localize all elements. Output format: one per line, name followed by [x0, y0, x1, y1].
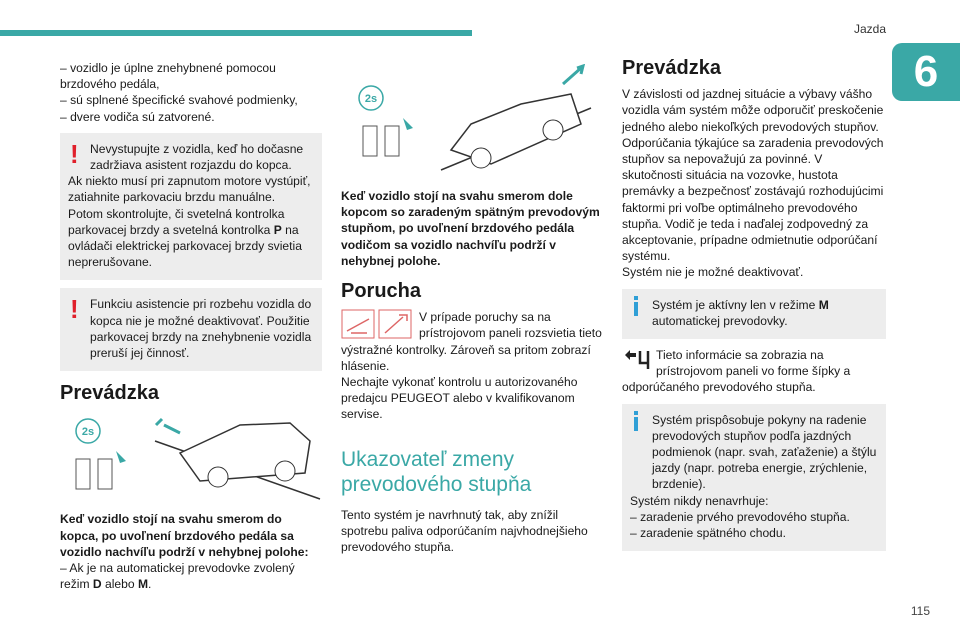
gear-intro-text: Tento systém je navrhnutý tak, aby znížil spotrebu paliva odporúčaním najvhodnejšieho prevodového stupňa. — [341, 507, 588, 555]
heading-operation: Prevádzka — [60, 382, 159, 405]
paragraph: V závislosti od jazdnej situácie a výbavy vášho vozidla vám systém môže odporučiť preskočenie jedného alebo niekoľkých prevodových stupňov. — [622, 87, 884, 134]
section-title: Jazda — [853, 22, 886, 36]
timer-badge: 2s — [81, 426, 95, 439]
hill-assist-fault-icon — [342, 310, 374, 338]
paragraph: Systém nie je možné deaktivovať. — [622, 265, 804, 280]
warning-text: Funkciu asistencie pri rozbehu vozidla do kopca nie je možné deaktivovať. Použitie parkovacej brzdy na znehybnenie vozidla preruší jej činnosť. — [90, 297, 312, 361]
heading-operation: Prevádzka — [622, 57, 721, 79]
page-number: 115 — [910, 604, 930, 618]
info-icon — [634, 296, 637, 314]
info-text: – zaradenie spätného chodu. — [630, 526, 786, 541]
condition-line: – dvere vodiča sú zatvorené. — [60, 109, 215, 124]
warning-box — [60, 288, 322, 371]
heading-gear-indicator: Ukazovateľ zmeny prevodového stupňa — [341, 447, 532, 496]
condition-line: – vozidlo je úplne znehybnené pomocou brzdového pedála, — [60, 61, 276, 92]
timer-badge: 2s — [364, 93, 378, 105]
info-text: Systém nikdy nenavrhuje: — [630, 493, 769, 508]
column-2 — [341, 60, 603, 555]
fault-section — [341, 309, 603, 422]
gear-shift-indicator-icon — [622, 347, 650, 373]
column-1 — [60, 60, 322, 592]
condition-line: – sú splnené špecifické svahové podmienky, — [60, 93, 298, 108]
fault-text: Nechajte vykonať kontrolu u autorizovaného predajcu PEUGEOT alebo v kvalifikovanom servise. — [341, 375, 578, 422]
uphill-caption: Keď vozidlo stojí na svahu smerom do kopca, po uvoľnení brzdového pedála sa vozidlo nachvíľu podrží v nehybnej polohe: — [60, 512, 309, 559]
top-accent-bar — [0, 30, 472, 36]
uphill-illustration — [60, 411, 322, 503]
gear-info-text: Tieto informácie sa zobrazia na prístrojovom paneli vo forme šípky a odporúčaného prevodového stupňa. — [622, 348, 851, 395]
downhill-car-icon — [341, 64, 603, 176]
info-text: – zaradenie prvého prevodového stupňa. — [630, 509, 850, 524]
warning-icon: ! — [70, 294, 79, 325]
fault-text: V prípade poruchy sa na prístrojovom paneli rozsvietia tieto výstražné kontrolky. Zároveň sa pritom zobrazí hlásenie. — [341, 310, 602, 373]
fault-warning-icons — [341, 309, 413, 341]
info-box — [622, 404, 886, 552]
heading-fault: Porucha — [341, 280, 422, 303]
chapter-tab: 6 — [892, 43, 960, 101]
uphill-mode-text: – Ak je na automatickej prevodovke zvolený režim D alebo M. — [60, 561, 295, 592]
info-box — [622, 289, 886, 339]
column-3 — [622, 57, 886, 559]
warning-text: Nevystupujte z vozidla, keď ho dočasne zadržiava asistent rozjazdu do kopca. — [90, 141, 304, 173]
warning-text: Potom skontrolujte, či svetelná kontrolka parkovacej brzdy a svetelná kontrolka P na ovládači elektrickej parkovacej brzdy svietia neprerušovane. — [68, 206, 302, 270]
downhill-caption: Keď vozidlo stojí na svahu smerom dole kopcom so zaradeným spätným prevodovým stupňom, po uvoľnení brzdového pedála vodičom sa vozidlo nachvíľu podrží v nehybnej polohe. — [341, 189, 600, 268]
info-icon — [634, 411, 637, 429]
paragraph: Odporúčania týkajúce sa zaradenia prevodových stupňov sa nepovažujú za povinné. V skutočnosti situácia na vozovke, hustota premávky a bezpečnosť zostávajú rozhodujúcimi faktormi pri voľbe optimálneho prevodového stupňa. Vodič je teda i naďalej zodpovedný za akceptovanie, prípadne odmietnutie odporúčaní systému. — [622, 135, 884, 264]
gear-info-section — [622, 347, 886, 396]
warning-icon: ! — [70, 138, 79, 169]
info-text: Systém prispôsobuje pokyny na radenie prevodových stupňov podľa jazdných podmienok (napr. svah, zaťaženie) a štýlu jazdy (napr. potreba energie, zrýchlenie, brzdenie). — [652, 412, 877, 492]
warning-text: Ak niekto musí pri zapnutom motore vystúpiť, zatiahnite parkovaciu brzdu manuálne. — [68, 174, 311, 205]
info-text: Systém je aktívny len v režime M automatickej prevodovky. — [652, 297, 829, 328]
downhill-illustration — [341, 64, 603, 176]
warning-box — [60, 133, 322, 281]
uphill-car-icon — [60, 411, 322, 503]
